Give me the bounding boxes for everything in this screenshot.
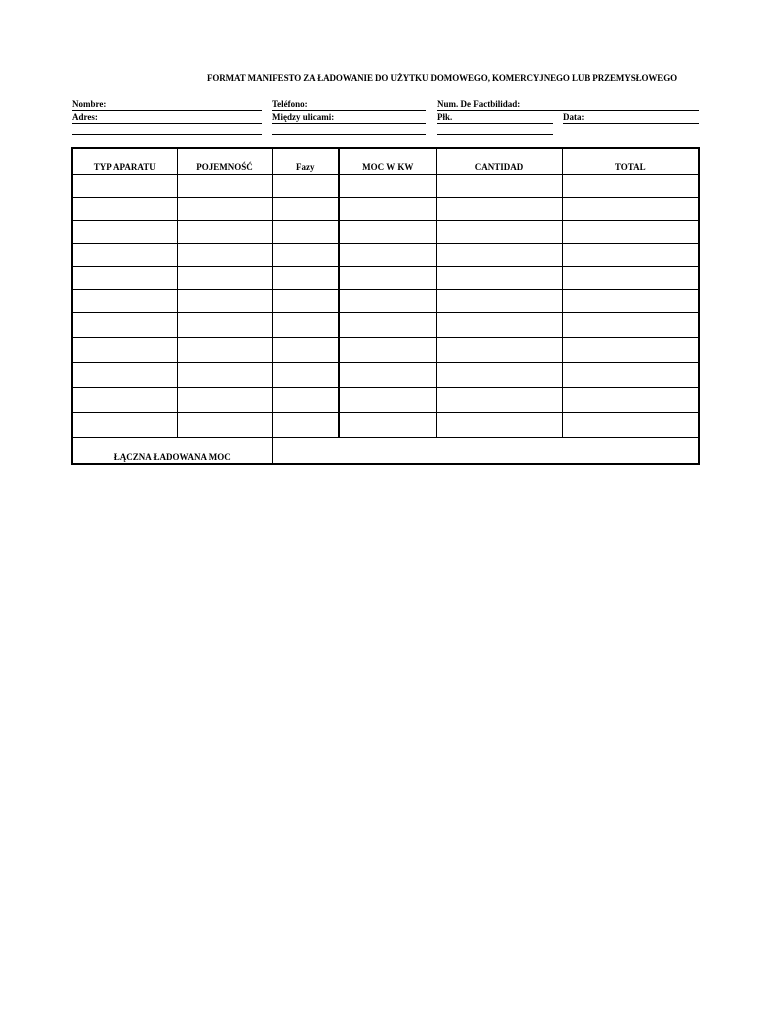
cell-pojemnosc[interactable]: [177, 174, 272, 197]
cell-pojemnosc[interactable]: [177, 362, 272, 387]
cell-pojemnosc[interactable]: [177, 197, 272, 220]
cell-fazy[interactable]: [272, 312, 339, 337]
cell-cantidad[interactable]: [436, 266, 562, 289]
cell-typ-aparatu[interactable]: [72, 362, 177, 387]
cell-pojemnosc[interactable]: [177, 337, 272, 362]
nombre-field[interactable]: [72, 99, 262, 111]
cell-cantidad[interactable]: [436, 197, 562, 220]
cell-typ-aparatu[interactable]: [72, 220, 177, 243]
num-factbilidad-field[interactable]: [437, 99, 699, 111]
cell-fazy[interactable]: [272, 243, 339, 266]
adres-continuation-line[interactable]: [72, 134, 262, 135]
cell-pojemnosc[interactable]: [177, 312, 272, 337]
miedzy-ulicami-continuation-line[interactable]: [272, 134, 426, 135]
telefono-field[interactable]: [272, 99, 426, 111]
num-factbilidad-label: Num. De Factbilidad:: [437, 99, 521, 109]
cell-fazy[interactable]: [272, 174, 339, 197]
cell-pojemnosc[interactable]: [177, 220, 272, 243]
table-row: [72, 387, 699, 412]
telefono-label: Teléfono:: [272, 99, 308, 109]
column-header-typ-aparatu: TYP APARATU: [72, 148, 177, 174]
data-field[interactable]: [563, 112, 699, 124]
cell-typ-aparatu[interactable]: [72, 312, 177, 337]
cell-moc-w-kw[interactable]: [339, 174, 436, 197]
page-title: FORMAT MANIFESTO ZA ŁADOWANIE DO UŻYTKU DOMOWEGO, KOMERCYJNEGO LUB PRZEMYSŁOWEGO: [206, 73, 678, 83]
cell-fazy[interactable]: [272, 337, 339, 362]
cell-typ-aparatu[interactable]: [72, 289, 177, 312]
cell-fazy[interactable]: [272, 220, 339, 243]
cell-cantidad[interactable]: [436, 362, 562, 387]
table-row: [72, 362, 699, 387]
cell-total[interactable]: [562, 412, 699, 437]
cell-moc-w-kw[interactable]: [339, 243, 436, 266]
cell-total[interactable]: [562, 243, 699, 266]
cell-moc-w-kw[interactable]: [339, 266, 436, 289]
table-row: [72, 289, 699, 312]
column-header-pojemnosc: POJEMNOŚĆ: [177, 148, 272, 174]
cell-typ-aparatu[interactable]: [72, 197, 177, 220]
cell-typ-aparatu[interactable]: [72, 387, 177, 412]
adres-label: Adres:: [72, 112, 98, 122]
column-header-cantidad: CANTIDAD: [436, 148, 562, 174]
miedzy-ulicami-label: Między ulicami:: [272, 112, 335, 122]
manifest-table: [71, 147, 700, 465]
plk-continuation-line[interactable]: [437, 134, 553, 135]
cell-pojemnosc[interactable]: [177, 266, 272, 289]
cell-cantidad[interactable]: [436, 243, 562, 266]
cell-cantidad[interactable]: [436, 174, 562, 197]
miedzy-ulicami-field[interactable]: [272, 112, 426, 124]
column-header-fazy: Fazy: [272, 148, 339, 174]
cell-moc-w-kw[interactable]: [339, 337, 436, 362]
plk-label: Płk.: [437, 112, 453, 122]
cell-cantidad[interactable]: [436, 387, 562, 412]
cell-total[interactable]: [562, 266, 699, 289]
data-label: Data:: [563, 112, 585, 122]
cell-typ-aparatu[interactable]: [72, 412, 177, 437]
cell-pojemnosc[interactable]: [177, 387, 272, 412]
table-row: [72, 312, 699, 337]
table-row: [72, 220, 699, 243]
table-row: [72, 412, 699, 437]
cell-cantidad[interactable]: [436, 337, 562, 362]
cell-total[interactable]: [562, 289, 699, 312]
cell-moc-w-kw[interactable]: [339, 387, 436, 412]
cell-typ-aparatu[interactable]: [72, 174, 177, 197]
cell-cantidad[interactable]: [436, 312, 562, 337]
cell-pojemnosc[interactable]: [177, 412, 272, 437]
nombre-label: Nombre:: [72, 99, 107, 109]
cell-total[interactable]: [562, 387, 699, 412]
cell-fazy[interactable]: [272, 266, 339, 289]
table-row: [72, 174, 699, 197]
table-row: [72, 243, 699, 266]
cell-moc-w-kw[interactable]: [339, 412, 436, 437]
cell-fazy[interactable]: [272, 362, 339, 387]
cell-typ-aparatu[interactable]: [72, 266, 177, 289]
total-label: ŁĄCZNA ŁADOWANA MOC: [72, 437, 272, 464]
cell-pojemnosc[interactable]: [177, 289, 272, 312]
table-header-row: [72, 148, 699, 174]
cell-total[interactable]: [562, 197, 699, 220]
cell-fazy[interactable]: [272, 387, 339, 412]
total-row: [72, 437, 699, 464]
plk-field[interactable]: [437, 112, 553, 124]
cell-typ-aparatu[interactable]: [72, 243, 177, 266]
cell-cantidad[interactable]: [436, 289, 562, 312]
cell-total[interactable]: [562, 362, 699, 387]
cell-fazy[interactable]: [272, 289, 339, 312]
cell-pojemnosc[interactable]: [177, 243, 272, 266]
adres-field[interactable]: [72, 112, 262, 124]
column-header-moc-w-kw: MOC W KW: [339, 148, 436, 174]
cell-moc-w-kw[interactable]: [339, 289, 436, 312]
cell-moc-w-kw[interactable]: [339, 197, 436, 220]
cell-moc-w-kw[interactable]: [339, 362, 436, 387]
cell-fazy[interactable]: [272, 412, 339, 437]
cell-cantidad[interactable]: [436, 412, 562, 437]
cell-total[interactable]: [562, 337, 699, 362]
cell-fazy[interactable]: [272, 197, 339, 220]
cell-typ-aparatu[interactable]: [72, 337, 177, 362]
column-header-total: TOTAL: [562, 148, 699, 174]
table-row: [72, 266, 699, 289]
cell-total[interactable]: [562, 220, 699, 243]
cell-total[interactable]: [562, 174, 699, 197]
cell-cantidad[interactable]: [436, 220, 562, 243]
cell-moc-w-kw[interactable]: [339, 220, 436, 243]
total-value-cell[interactable]: [272, 437, 699, 464]
table-row: [72, 197, 699, 220]
table-row: [72, 337, 699, 362]
cell-total[interactable]: [562, 312, 699, 337]
cell-moc-w-kw[interactable]: [339, 312, 436, 337]
